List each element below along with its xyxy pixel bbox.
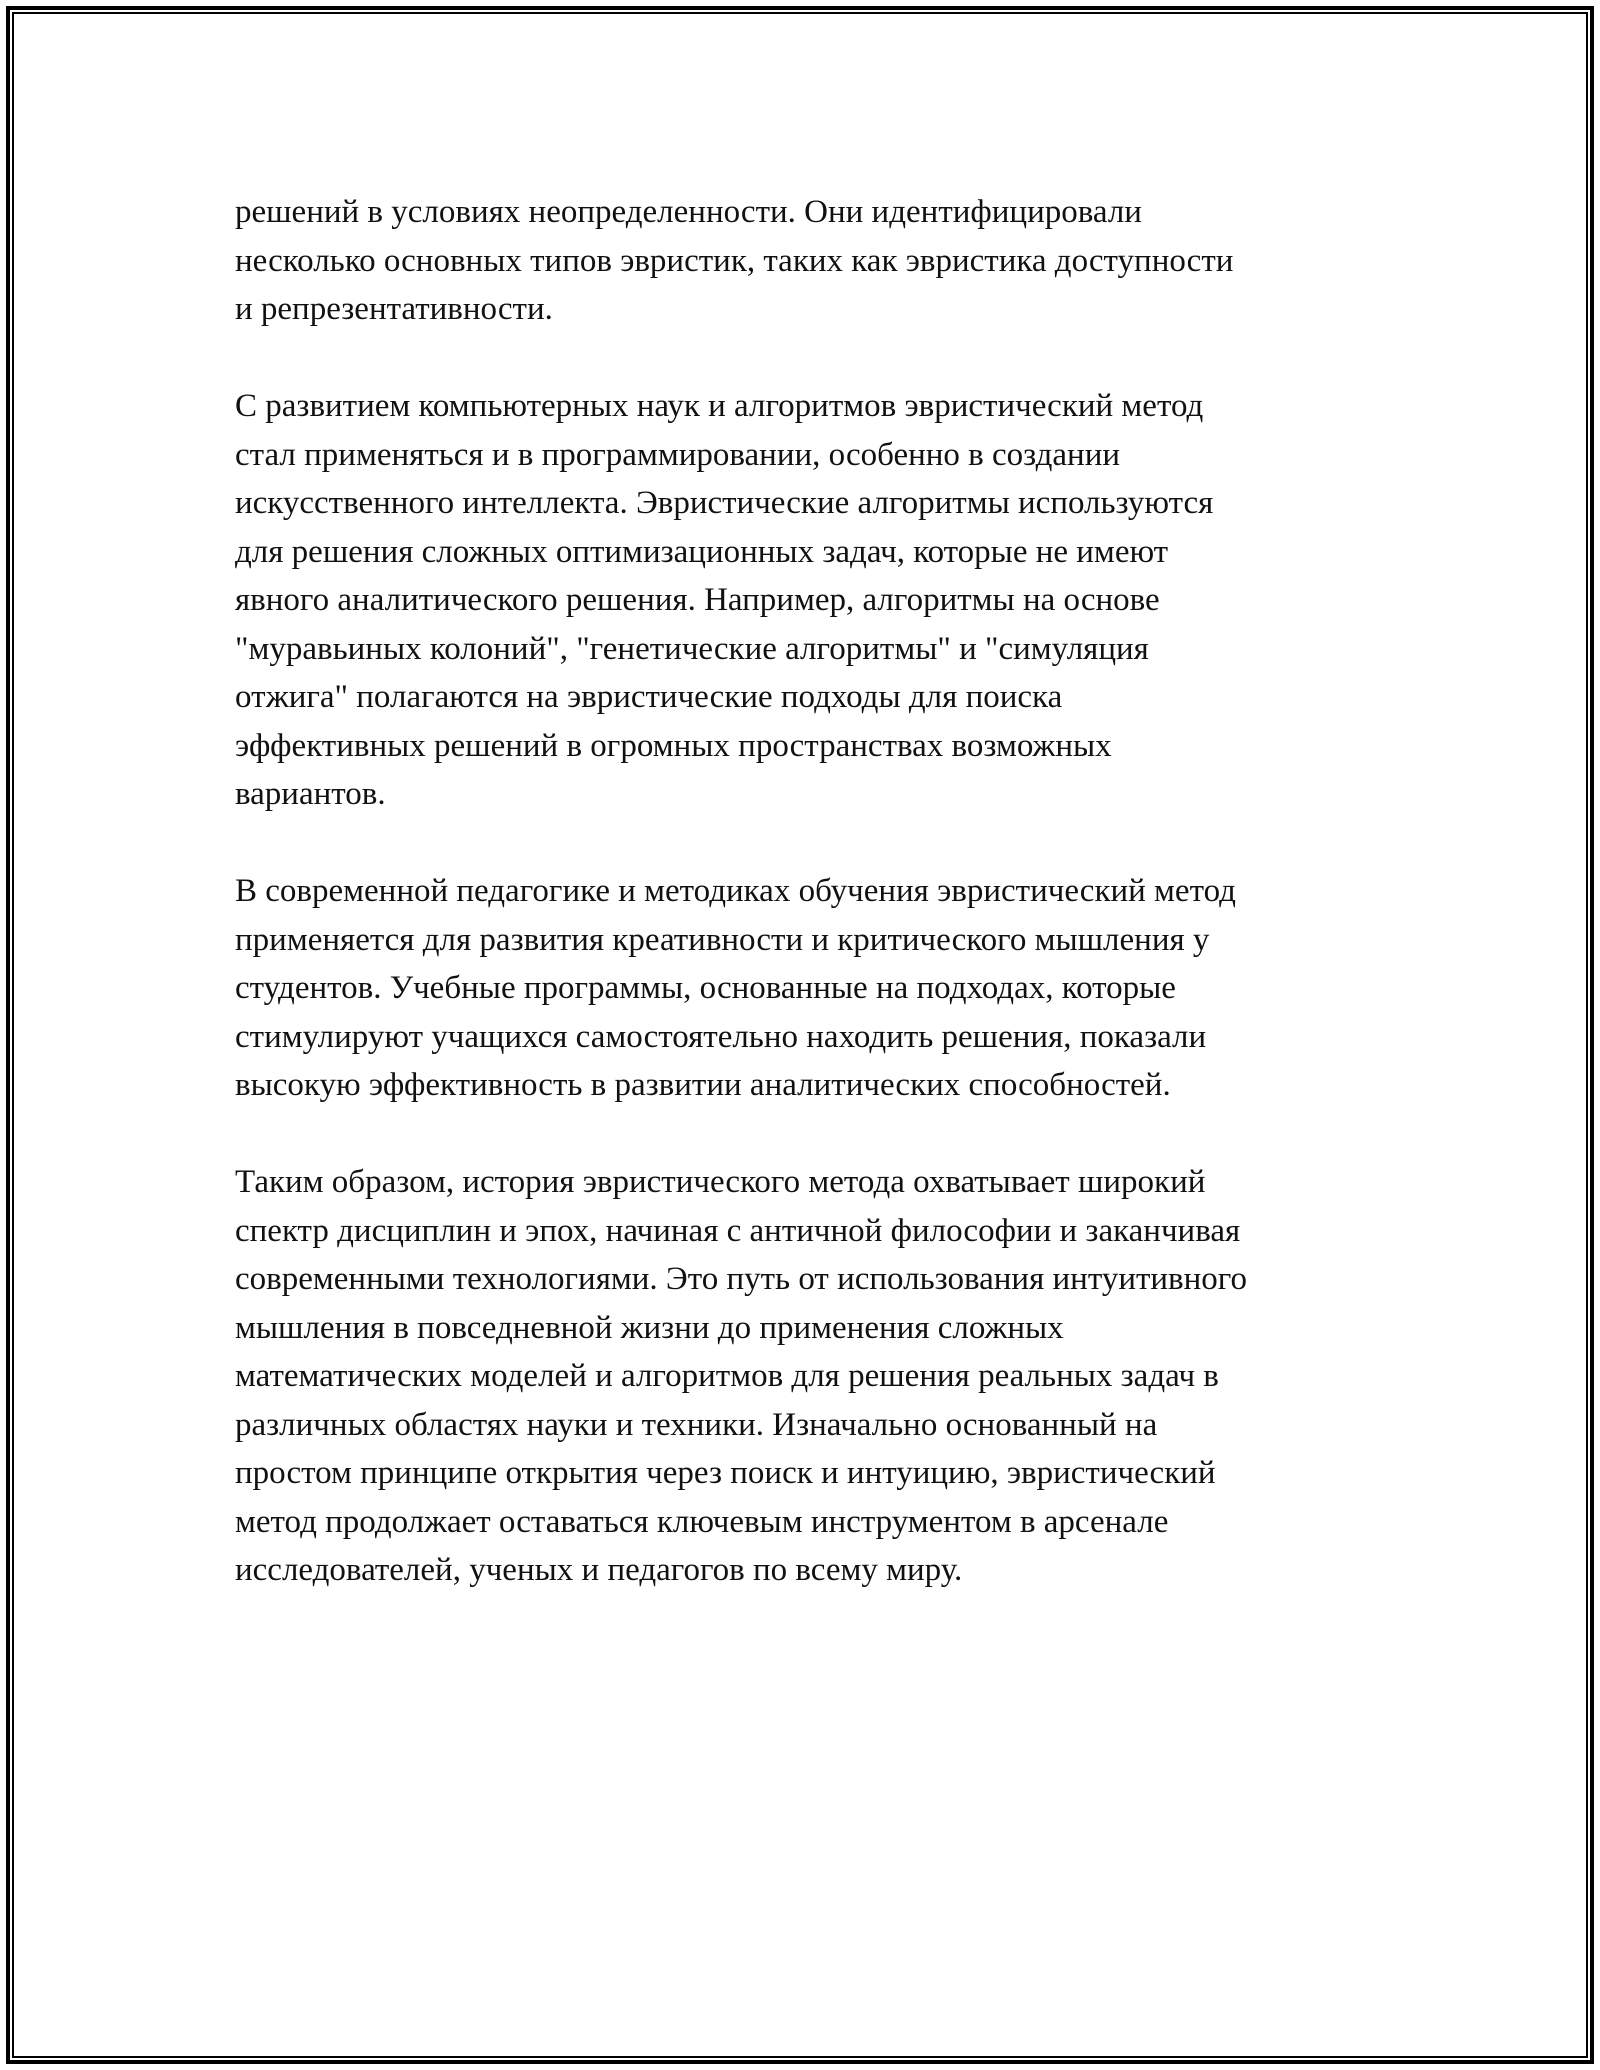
text-line: мышления в повседневной жизни до применения сложных: [235, 1309, 1064, 1346]
text-line: "муравьиных колоний", "генетические алгоритмы" и "симуляция: [235, 630, 1149, 667]
text-line: высокую эффективность в развитии аналитических способностей.: [235, 1067, 1171, 1103]
text-line: искусственного интеллекта. Эвристические алгоритмы используются: [235, 485, 1214, 521]
text-line: несколько основных типов эвристик, таких как эвристика доступности: [235, 242, 1234, 279]
text-line: стал применяться и в программировании, особенно в создании: [235, 436, 1121, 473]
text-line: современными технологиями. Это путь от использования интуитивного: [235, 1261, 1248, 1297]
text-line: простом принципе открытия через поиск и интуицию, эвристический: [235, 1455, 1216, 1491]
text-line: эффективных решений в огромных пространствах возможных: [235, 727, 1112, 764]
text-line: отжига" полагаются на эвристические подходы для поиска: [235, 679, 1063, 715]
text-line: различных областях науки и техники. Изначально основанный на: [235, 1406, 1158, 1443]
text-line: решений в условиях неопределенности. Они идентифицировали: [235, 194, 1142, 230]
text-line: и репрезентативности.: [235, 291, 553, 327]
paragraph-2: [235, 382, 1375, 819]
text-line: явного аналитического решения. Например, алгоритмы на основе: [235, 582, 1160, 618]
text-line: С развитием компьютерных наук и алгоритмов эвристический метод: [235, 388, 1204, 424]
paragraph-1: [235, 188, 1375, 334]
text-line: исследователей, ученых и педагогов по всему миру.: [235, 1552, 963, 1588]
text-line: стимулируют учащихся самостоятельно находить решения, показали: [235, 1018, 1207, 1055]
paragraph-4: [235, 1158, 1375, 1595]
text-line: В современной педагогике и методиках обучения эвристический метод: [235, 873, 1236, 909]
text-line: студентов. Учебные программы, основанные на подходах, которые: [235, 970, 1176, 1006]
document-body: [235, 188, 1375, 1595]
text-line: применяется для развития креативности и критического мышления у: [235, 921, 1210, 958]
text-line: вариантов.: [235, 776, 386, 812]
text-line: для решения сложных оптимизационных задач, которые не имеют: [235, 533, 1169, 570]
text-line: метод продолжает оставаться ключевым инструментом в арсенале: [235, 1503, 1169, 1540]
text-line: спектр дисциплин и эпох, начиная с античной философии и заканчивая: [235, 1212, 1241, 1249]
paragraph-3: [235, 867, 1375, 1110]
text-line: Таким образом, история эвристического метода охватывает широкий: [235, 1164, 1206, 1200]
text-line: математических моделей и алгоритмов для решения реальных задач в: [235, 1358, 1219, 1394]
